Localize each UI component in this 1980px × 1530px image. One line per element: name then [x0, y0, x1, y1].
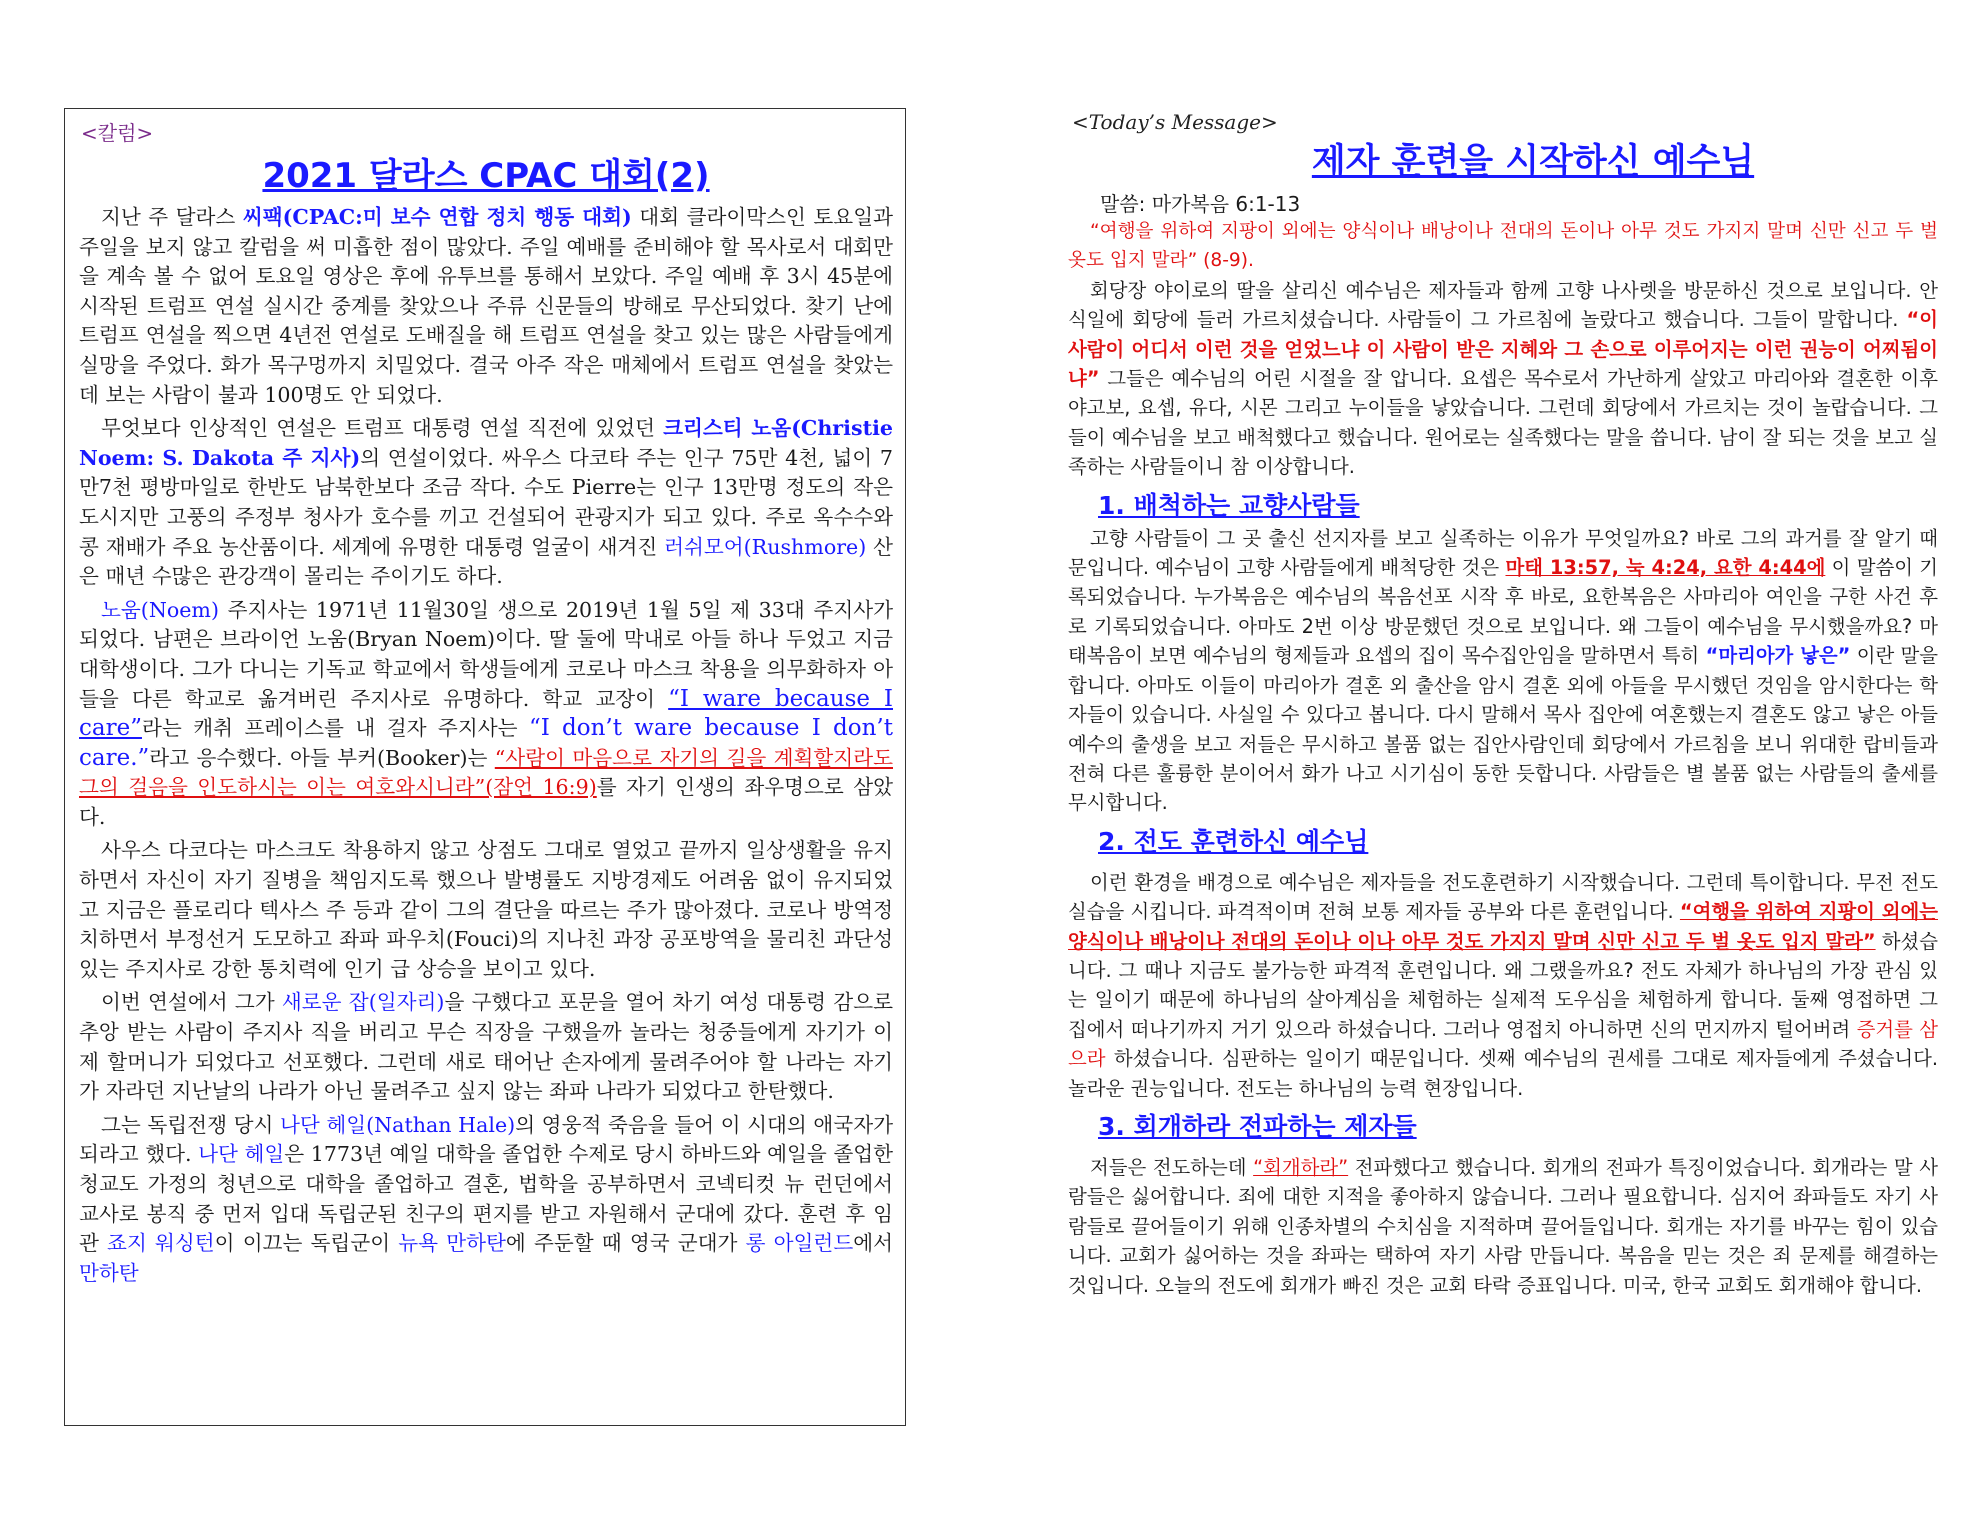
message-tag: <Today’s Message> [1072, 110, 1278, 134]
scripture-quote: “여행을 위하여 지팡이 외에는 양식이나 배낭이나 전대의 돈이나 아무 것도 가지지 말며 신만 신고 두 벌 옷도 입지 말라” (8-9). [1068, 221, 1938, 272]
section-heading-2: 2. 전도 훈련하신 예수님 [1098, 826, 1369, 856]
column-tag: <칼럼> [81, 121, 154, 145]
section-3-text: 저들은 전도하는데 “회개하라” 전파했다고 했습니다. 회개의 전파가 특징이었습니다. 회개라는 말 사람들은 싫어합니다. 죄에 대한 지적을 좋아하지 않습니다. 그러나 필요합니다. 심지어 좌파들도 자기 사람들로 끌어들이기 위해 인종차별의 수치심을 지적하며 끌어들입니다. 회개는 자기를 바꾸는 힘이 있습니다. 교회가 싫어하는 것을 좌파는 택하여 자기 사람 만듭니다. 복음을 믿는 것은 죄 문제를 해결하는 것입니다. 오늘의 전도에 회개가 빠진 것은 교회 타락 증표입니다. 미국, 한국 교회도 회개해야 합니다. [1068, 1155, 1938, 1297]
section-2-text: 이런 환경을 배경으로 예수님은 제자들을 전도훈련하기 시작했습니다. 그런데 특이합니다. 무전 전도 실습을 시킵니다. 파격적이며 전혀 보통 제자들 공부와 다른 훈련입니다. “여행을 위하여 지팡이 외에는 양식이나 배낭이나 전대의 돈이나 이나 아무 것도 가지지 말며 신만 신고 두 벌 옷도 입지 말라” 하셨습니다. 그 때나 지금도 불가능한 파격적 훈련입니다. 왜 그랬을까요? 전도 자체가 하나님의 가장 관심 있는 일이기 때문에 하나님의 살아계심을 체험하는 실제적 도우심을 체험하게 합니다. 둘째 영접하면 그 집에서 떠나기까지 거기 있으라 하셨습니다. 그러나 영접치 아니하면 신의 먼지까지 털어버려 증거를 삼으라 하셨습니다. 심판하는 일이기 때문입니다. 셋째 예수님의 권세를 그대로 제자들에게 주셨습니다. 놀라운 권능입니다. 전도는 하나님의 능력 현장입니다. [1068, 870, 1938, 1100]
column-paragraph-4: 사우스 다코다는 마스크도 착용하지 않고 상점도 그대로 열었고 끝까지 일상생활을 유지하면서 자신이 자기 질병을 책임지도록 했으나 발병률도 지방경제도 어려움 없이 유지되었고 지금은 플로리다 텍사스 주 등과 같이 그의 결단을 따르는 주가 많아졌다. 코로나 방역정치하면서 부정선거 도모하고 좌파 파우치(Fouci)의 지나친 과장 공포방역을 물리친 과단성 있는 주지사로 강한 통치력에 인기 급 상승을 보이고 있다. [79, 838, 893, 981]
column-paragraph-1: 지난 주 달라스 씨팩(CPAC:미 보수 연합 정치 행동 대회) 대회 클라이막스인 토요일과 주일을 보지 않고 칼럼을 써 미흡한 점이 많았다. 주일 예배를 준비해야 할 목사로서 대회만을 계속 볼 수 없어 토요일 영상은 후에 유투브를 통해서 보았다. 주일 예배 후 3시 45분에 시작된 트럼프 연설 실시간 중계를 찾았으나 주류 신문들의 방해로 무산되었다. 찾기 난에 트럼프 연설을 찍으면 4년전 연설로 도배질을 해 트럼프 연설을 찾고 있는 많은 사람들에게 실망을 주었다. 화가 목구멍까지 치밀었다. 결국 아주 작은 매체에서 트럼프 연설을 찾았는데 보는 사람이 불과 100명도 안 되었다. [79, 205, 893, 407]
column-paragraph-5: 이번 연설에서 그가 새로운 잡(일자리)을 구했다고 포문을 열어 차기 여성 대통령 감으로 추앙 받는 사람이 주지사 직을 버리고 무슨 직장을 구했을까 놀라는 청중들에게 자기가 이제 할머니가 되었다고 선포했다. 그런데 새로 태어난 손자에게 물려주어야 할 나라는 자기가 자라던 지난날의 나라가 아닌 물려주고 싶지 않는 좌파 나라가 되었다고 한탄했다. [79, 990, 893, 1104]
message-intro: 회당장 야이로의 딸을 살리신 예수님은 제자들과 함께 고향 나사렛을 방문하신 것으로 보입니다. 안식일에 회당에 들러 가르치셨습니다. 사람들이 그 가르침에 놀랐다고 했습니다. 그들이 말합니다. “이 사람이 어디서 이런 것을 얻었느냐 이 사람이 받은 지혜와 그 손으로 이루어지는 이런 권능이 어찌됨이냐” 그들은 예수님의 어린 시절을 잘 압니다. 요셉은 목수로서 가난하게 살았고 마리아와 결혼한 이후 야고보, 요셉, 유다, 시몬 그리고 누이들을 낳았습니다. 그런데 회당에서 가르치는 것이 놀랍습니다. 그들이 예수님을 보고 배척했다고 했습니다. 원어로는 실족했다는 말을 씁니다. 남이 잘 되는 것을 보고 실족하는 사람들이니 참 이상합니다. [1068, 278, 1938, 479]
section-heading-1: 1. 배척하는 교향사람들 [1098, 490, 1360, 520]
todays-message [1068, 108, 1938, 1426]
column-paragraph-2: 무엇보다 인상적인 연설은 트럼프 대통령 연설 직전에 있었던 크리스티 노옴(Christie Noem: S. Dakota 주 지사)의 연설이었다. 싸우스 다코타 주는 인구 75만 4천, 넓이 7만7천 평방마일로 한반도 남북한보다 조금 작다. 수도 Pierre는 인구 13만명 정도의 작은 도시지만 고풍의 주정부 청사가 호수를 끼고 건설되어 관광지가 되고 있다. 주로 옥수수와 콩 재배가 주요 농산품이다. 세계에 유명한 대통령 얼굴이 새겨진 러쉬모어(Rushmore) 산은 매년 수많은 관강객이 몰리는 주이기도 하다. [79, 416, 894, 589]
section-heading-3: 3. 회개하라 전파하는 제자들 [1098, 1111, 1417, 1141]
message-title: 제자 훈련을 시작하신 예수님 [1311, 142, 1755, 182]
column-article [64, 108, 906, 1426]
section-1-text: 고향 사람들이 그 곳 출신 선지자를 보고 실족하는 이유가 무엇일까요? 바로 그의 과거를 잘 알기 때문입니다. 예수님이 고향 사람들에게 배척당한 것은 마태 13:57, 눅 4:24, 요한 4:44에 이 말씀이 기록되었습니다. 누가복음은 예수님의 복음선포 시작 후 바로, 요한복음은 사마리아 여인을 구한 사건 후로 기록되었습니다. 아마도 2번 이상 방문했던 것으로 보입니다. 왜 그들이 예수님을 무시했을까요? 마태복음이 보면 예수님의 형제들과 요셉의 집이 목수집안임을 말하면서 특히 “마리아가 낳은” 이란 말을 합니다. 아마도 이들이 마리아가 결혼 외 출산을 암시 결혼 외에 아들을 무시했던 것임을 암시한다는 학자들이 있습니다. 사실일 수 있다고 봅니다. 다시 말해서 목사 집안에 여혼했는지 결혼도 않고 낳은 아들 예수의 출생을 보고 저들은 무시하고 볼품 없는 집안사람인데 회당에서 가르침을 보니 위대한 랍비들과 전혀 다른 훌륭한 분이어서 화가 나고 시기심이 동한 듯합니다. 사람들은 별 볼품 없는 사람들의 출세를 무시합니다. [1068, 526, 1938, 815]
column-paragraph-3: 노움(Noem) 주지사는 1971년 11월30일 생으로 2019년 1월 5일 제 33대 주지사가 되었다. 남편은 브라이언 노움(Bryan Noem)이다. 딸 둘에 막내로 아들 하나 두었고 지금 대학생이다. 그가 다니는 기독교 학교에서 학생들에게 코로나 마스크 착용을 의무화하자 아들을 다른 학교로 옮겨버린 주지사로 유명하다. 학교 교장이 “I ware because I care”라는 캐취 프레이스를 내 걸자 주지사는 “I don’t ware because I don’t care.”라고 응수했다. 아들 부커(Booker)는 “사람이 마음으로 자기의 길을 계획할지라도 그의 걸음을 인도하시는 이는 여호와시니라”(잠언 16:9)를 자기 인생의 좌우명으로 삼았다. [79, 597, 893, 829]
column-title: 2021 달라스 CPAC 대회(2) [262, 156, 710, 196]
scripture-reference: 말씀: 마가복음 6:1-13 [1100, 192, 1301, 216]
column-paragraph-6: 그는 독립전쟁 당시 나단 헤일(Nathan Hale)의 영웅적 죽음을 들어 이 시대의 애국자가 되라고 했다. 나단 헤일은 1773년 예일 대학을 졸업한 수제로 당시 하바드와 예일을 졸업한 청교도 가정의 청년으로 대학을 졸업하고 결혼, 법학을 공부하면서 코넥티컷 뉴 런던에서 교사로 봉직 중 먼저 입대 독립군된 친구의 편지를 받고 자원해서 군대에 갔다. 훈련 후 임관 죠지 워싱턴이 이끄는 독립군이 뉴욕 만하탄에 주둔할 때 영국 군대가 롱 아일런드에서 만하탄 [79, 1112, 894, 1285]
